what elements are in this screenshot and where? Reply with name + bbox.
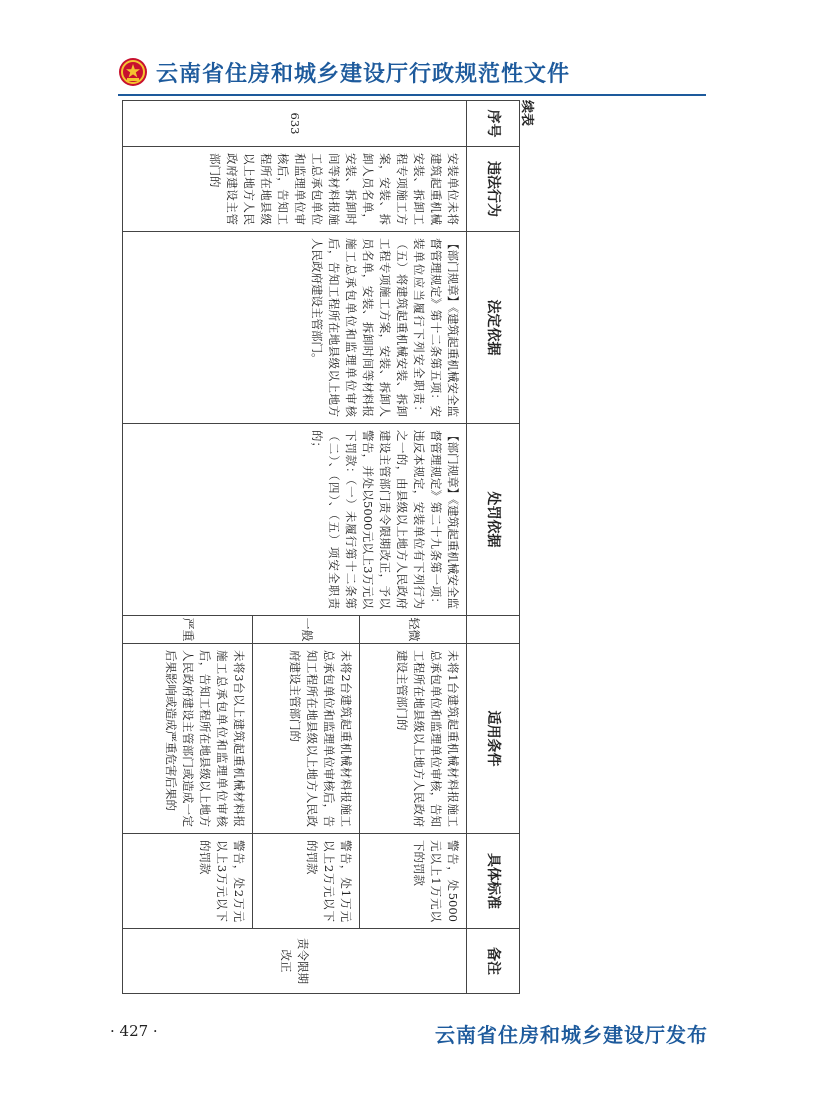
rotated-table-container bbox=[122, 100, 534, 993]
table-row bbox=[360, 101, 467, 994]
standard-minor: 警告，处5000元以上1万元以下的罚款 bbox=[360, 834, 467, 929]
level-serious: 严重 bbox=[123, 616, 253, 644]
header-legal-basis: 法定依据 bbox=[467, 232, 520, 424]
continued-label: 续表 bbox=[519, 100, 534, 127]
condition-serious: 未将3台以上建筑起重机械材料报施工总承包单位和监理单位审核后，告知工程所在地县级以上地方人民政府建设主管部门或造成一定后果影响或造成严重危害后果的 bbox=[123, 644, 253, 834]
page-header bbox=[118, 54, 570, 90]
header-condition: 适用条件 bbox=[467, 644, 520, 834]
header-level bbox=[467, 616, 520, 644]
row-number: 633 bbox=[123, 101, 467, 147]
standard-general: 警告，处1万元以上2万元以下的罚款 bbox=[253, 834, 360, 929]
header-penalty-basis: 处罚依据 bbox=[467, 424, 520, 616]
condition-general: 未将2台建筑起重机械材料报施工总承包单位和监理单位审核后，告知工程所在地县级以上地方人民政府建设主管部门的 bbox=[253, 644, 360, 834]
header-act: 违法行为 bbox=[467, 147, 520, 232]
national-emblem-icon bbox=[118, 57, 148, 87]
penalty-standard-table bbox=[122, 100, 520, 994]
footer-publisher: 云南省住房和城乡建设厅发布 bbox=[435, 1023, 708, 1047]
penalty-basis: 【部门规章】《建筑起重机械安全监督管理规定》第二十九条第一项：违反本规定，安装单位有下列行为之一的，由县级以上地方人民政府建设主管部门责令限期改正，予以警告，并处以5000元以上3万元以下罚款：（一）未履行第十二条第（二）、（四）、（五）项安全职责的； bbox=[123, 424, 467, 616]
standard-serious: 警告，处2万元以上3万元以下的罚款 bbox=[123, 834, 253, 929]
header-remark: 备注 bbox=[467, 929, 520, 994]
violation-act: 安装单位未将建筑起重机械安装、拆卸工程专项施工方案，安装、拆卸人员名单，安装、拆卸时间等材料报施工总承包单位和监理单位审核后，告知工程所在地县级以上地方人民政府建设主管部门的 bbox=[123, 147, 467, 232]
legal-basis: 【部门规章】《建筑起重机械安全监督管理规定》第十二条第五项：安装单位应当履行下列安全职责：（五）将建筑起重机械安装、拆卸工程专项施工方案，安装、拆卸人员名单，安装、拆卸时间等材料报施工总承包单位和监理单位审核后，告知工程所在地县级以上地方人民政府建设主管部门。 bbox=[123, 232, 467, 424]
table-header-row bbox=[467, 101, 520, 994]
header-standard: 具体标准 bbox=[467, 834, 520, 929]
header-divider bbox=[118, 94, 706, 96]
header-no: 序号 bbox=[467, 101, 520, 147]
remark: 责令限期改正 bbox=[123, 929, 467, 994]
level-general: 一般 bbox=[253, 616, 360, 644]
condition-minor: 未将1台建筑起重机械材料报施工总承包单位和监理单位审核，告知工程所在地县级以上地方人民政府建设主管部门的 bbox=[360, 644, 467, 834]
level-minor: 轻微 bbox=[360, 616, 467, 644]
header-title: 云南省住房和城乡建设厅行政规范性文件 bbox=[156, 61, 571, 87]
page-number: · 427 · bbox=[110, 1022, 158, 1040]
